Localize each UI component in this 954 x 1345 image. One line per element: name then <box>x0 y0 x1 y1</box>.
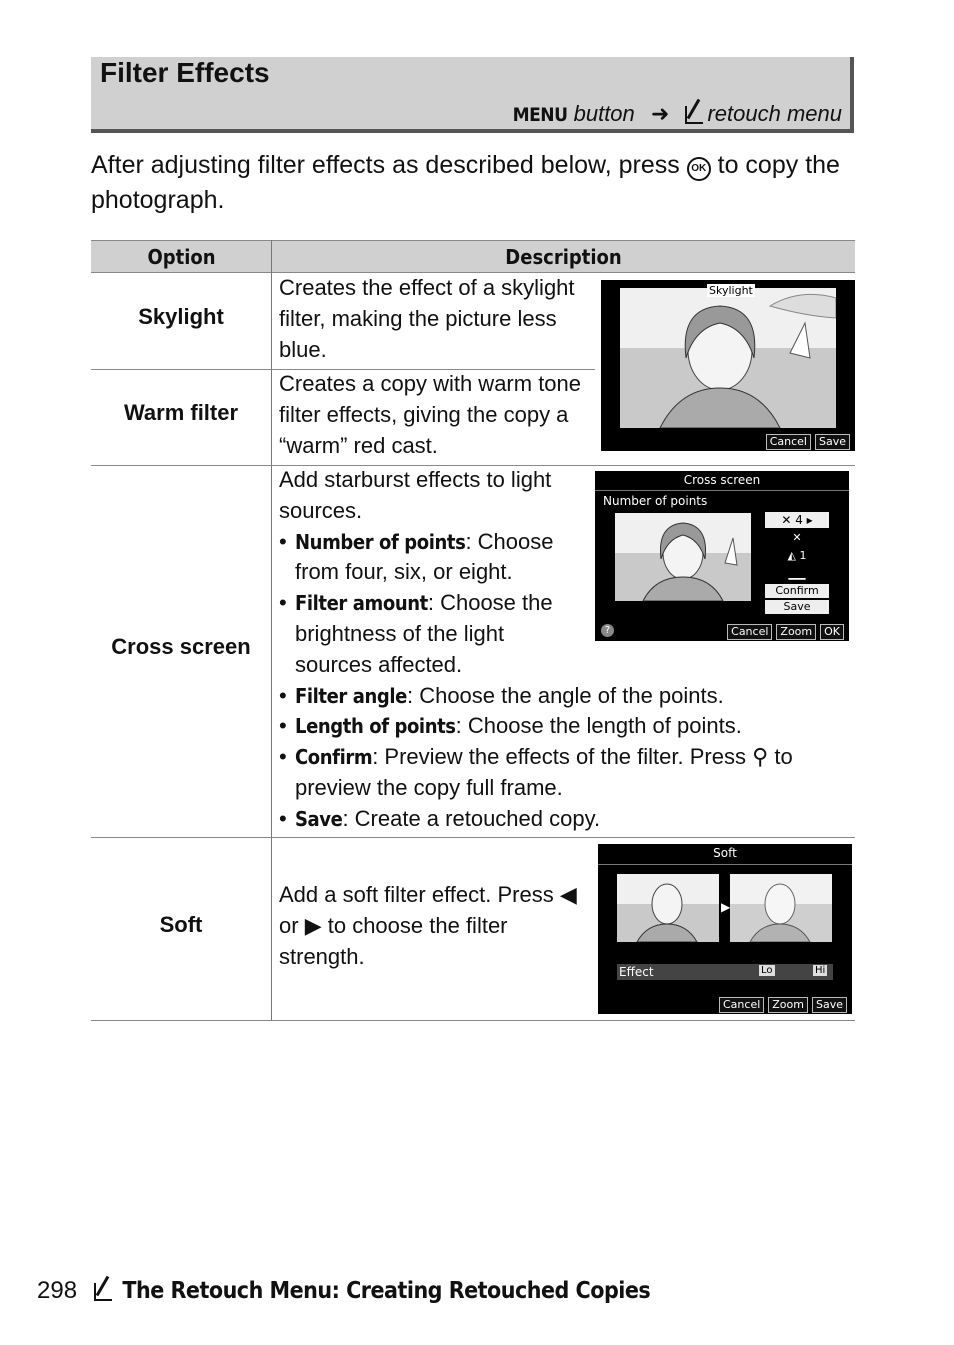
arrow-icon: ➜ <box>650 101 670 126</box>
zoom-button: Zoom <box>776 624 816 640</box>
retouch-icon <box>685 106 703 124</box>
effect-slider[interactable]: Effect Lo Hi <box>617 964 833 980</box>
option-skylight: Skylight <box>138 304 224 329</box>
filter-angle-icon[interactable]: ✕ <box>792 531 802 544</box>
option-soft: Soft <box>159 912 203 937</box>
column-divider <box>271 240 272 1021</box>
help-icon: ? <box>601 624 614 637</box>
list-item: • Save: Create a retouched copy. <box>279 804 849 835</box>
cancel-button: Cancel <box>719 997 764 1013</box>
option-warm-filter: Warm filter <box>123 400 239 425</box>
preview-photo <box>730 874 832 942</box>
skylight-screen <box>601 280 855 451</box>
section-header <box>91 57 854 133</box>
save-button: Save <box>815 434 850 450</box>
zoom-in-icon: ⚲ <box>752 744 769 770</box>
multi-selector-right-icon: ▶ <box>304 912 322 938</box>
row-divider <box>91 837 855 838</box>
portrait-photo <box>615 513 751 601</box>
save-button: Save <box>812 997 847 1013</box>
description-cross-screen: Add starburst effects to light sources. • Number of points: Choose from four, six, or eight. • Filter amount: Choose the brightness of the light sources affected. • Filter angle: Choose the angle of the points. • Length of points: Choose the length of points. • Confirm: Preview the effects of the filter. Press ⚲ to preview the copy full frame. • Save: Create a retouched copy. <box>279 465 849 835</box>
ok-button-icon: OK <box>687 157 711 181</box>
column-header-option: Option <box>91 240 272 273</box>
description-warm-filter: Creates a copy with warm tone filter effects, giving the copy a “warm” red cast. <box>279 371 582 458</box>
page-number: 298 <box>37 1277 78 1304</box>
number-of-points-label: Number of points <box>603 494 708 508</box>
portrait-photo <box>620 288 836 428</box>
ok-button: OK <box>820 624 844 640</box>
arrow-right-icon: ▶ <box>721 900 731 914</box>
button-word: button <box>573 101 635 126</box>
cancel-button: Cancel <box>766 434 811 450</box>
list-item: • Length of points: Choose the length of points. <box>279 711 849 742</box>
original-photo <box>617 874 719 942</box>
list-item: • Filter amount: Choose the brightness of the light sources affected. <box>279 588 559 680</box>
menu-button-label: MENU <box>512 104 568 126</box>
save-button[interactable]: Save <box>765 600 829 614</box>
list-item: • Confirm: Preview the effects of the filter. Press ⚲ to preview the copy full frame. <box>279 742 849 804</box>
cross-screen-screen <box>595 471 849 641</box>
list-item: • Filter angle: Choose the angle of the points. <box>279 681 849 712</box>
list-item: • Number of points: Choose from four, six, or eight. <box>279 527 559 589</box>
points-selector[interactable]: ✕ 4 ▸ <box>765 512 829 528</box>
skylight-badge: Skylight <box>709 284 753 297</box>
description-skylight: Creates the effect of a skylight filter, making the picture less blue. <box>279 275 575 362</box>
menu-name: retouch menu <box>707 101 842 126</box>
menu-path <box>513 101 842 127</box>
column-header-description: Description <box>272 240 855 273</box>
soft-title: Soft <box>713 846 737 860</box>
confirm-button[interactable]: Confirm <box>765 584 829 598</box>
cross-screen-title: Cross screen <box>683 473 761 487</box>
filter-amount-icon[interactable]: ◭ 1 <box>787 549 807 562</box>
option-cross-screen: Cross screen <box>111 634 251 659</box>
chapter-title: The Retouch Menu: Creating Retouched Copies <box>122 1278 651 1304</box>
description-soft: Add a soft filter effect. Press ◀ or ▶ to choose the filter strength. <box>279 882 577 969</box>
page-footer <box>37 1277 650 1305</box>
length-of-points-icon[interactable]: ▁▁ <box>788 567 806 580</box>
soft-screen <box>598 844 852 1014</box>
retouch-icon <box>94 1283 112 1301</box>
intro-paragraph: After adjusting filter effects as described below, press OK to copy the photograph. <box>91 151 840 214</box>
cancel-button: Cancel <box>727 624 772 640</box>
row-divider <box>91 1020 855 1021</box>
page-title: Filter Effects <box>100 57 270 88</box>
multi-selector-left-icon: ◀ <box>559 882 577 907</box>
zoom-button: Zoom <box>768 997 808 1013</box>
